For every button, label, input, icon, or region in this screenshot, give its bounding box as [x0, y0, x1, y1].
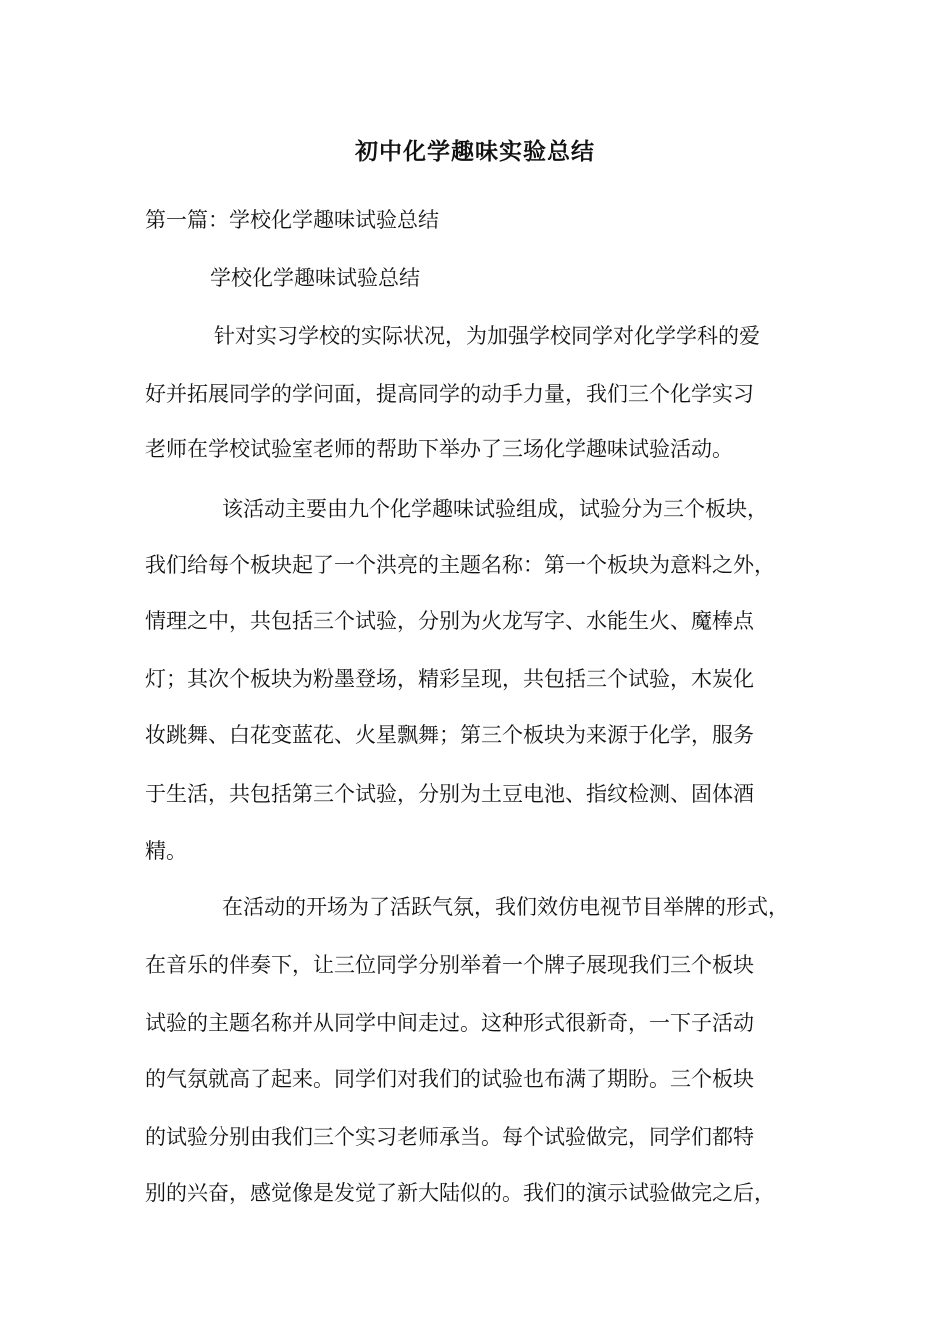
- paragraph-line: 的试验分别由我们三个实习老师承当。每个试验做完，同学们都特: [145, 1125, 754, 1149]
- document-title: 初中化学趣味实验总结: [355, 138, 595, 165]
- paragraph-line: 针对实习学校的实际状况，为加强学校同学对化学学科的爱: [214, 324, 760, 348]
- paragraph-line: 在活动的开场为了活跃气氛，我们效仿电视节目举牌的形式，: [222, 895, 789, 919]
- paragraph-line: 好并拓展同学的学问面，提高同学的动手力量，我们三个化学实习: [145, 382, 754, 406]
- section-heading: 第一篇：学校化学趣味试验总结: [145, 208, 439, 232]
- paragraph-line: 试验的主题名称并从同学中间走过。这种形式很新奇，一下子活动: [145, 1011, 754, 1035]
- paragraph-line: 精。: [145, 839, 187, 863]
- paragraph-line: 我们给每个板块起了一个洪亮的主题名称：第一个板块为意料之外，: [145, 553, 775, 577]
- paragraph-line: 妆跳舞、白花变蓝花、火星飘舞；第三个板块为来源于化学，服务: [145, 723, 754, 747]
- paragraph-line: 老师在学校试验室老师的帮助下举办了三场化学趣味试验活动。: [145, 437, 733, 461]
- paragraph-line: 别的兴奋，感觉像是发觉了新大陆似的。我们的演示试验做完之后，: [145, 1181, 775, 1205]
- paragraph-line: 于生活，共包括第三个试验，分别为土豆电池、指纹检测、固体酒: [145, 782, 754, 806]
- section-subheading: 学校化学趣味试验总结: [210, 266, 420, 290]
- paragraph-line: 的气氛就高了起来。同学们对我们的试验也布满了期盼。三个板块: [145, 1067, 754, 1091]
- paragraph-line: 情理之中，共包括三个试验，分别为火龙写字、水能生火、魔棒点: [145, 609, 754, 633]
- paragraph-line: 该活动主要由九个化学趣味试验组成，试验分为三个板块，: [222, 497, 768, 521]
- paragraph-line: 灯；其次个板块为粉墨登场，精彩呈现，共包括三个试验，木炭化: [145, 667, 754, 691]
- paragraph-line: 在音乐的伴奏下，让三位同学分别举着一个牌子展现我们三个板块: [145, 953, 754, 977]
